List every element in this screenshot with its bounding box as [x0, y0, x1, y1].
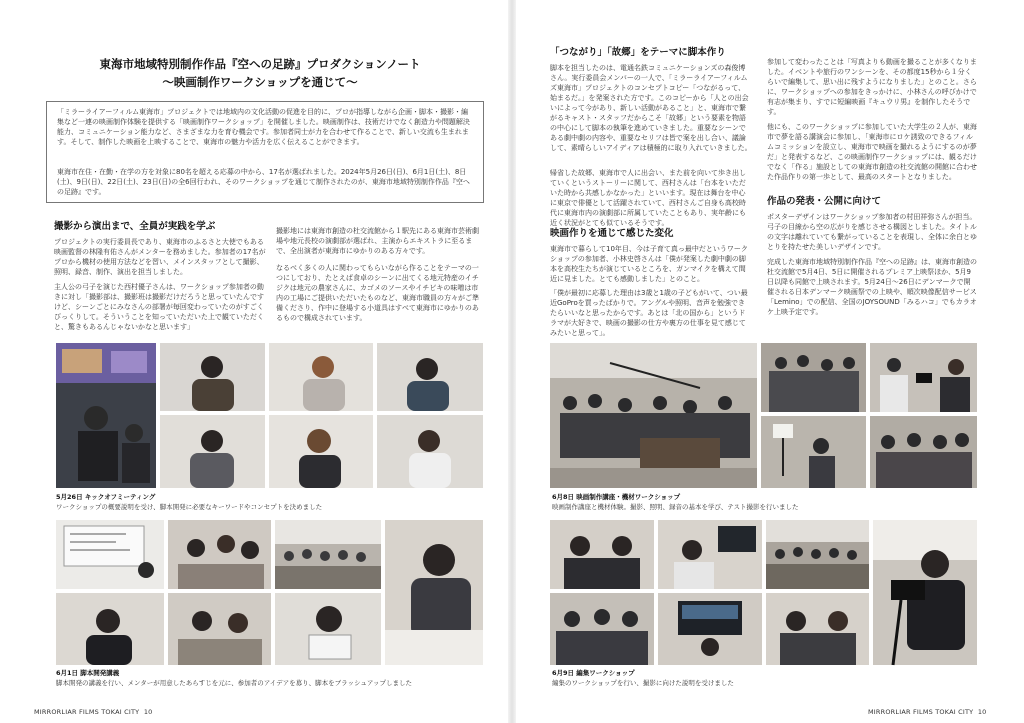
- photo-editing-classroom: [766, 520, 869, 589]
- caption-editing-desc: 編集のワークショップを行い、撮影に向けた説明を受けました: [552, 679, 734, 687]
- photo-editing-3: [550, 593, 654, 665]
- photo-camera-practice-1: [761, 343, 866, 412]
- photo-kickoff-overview: [56, 343, 156, 488]
- page-number-left: 10: [143, 708, 153, 716]
- photo-participant-5: [269, 415, 373, 488]
- section-heading-release: 作品の発表・公開に向けて: [767, 196, 882, 207]
- photo-whiteboard: [56, 520, 164, 589]
- intro-text-2: 東海市在住・在勤・在学の方を対象に80名を超える応募の中から、17名が選ばれました。2024年5月26日(日)、6月1日(土)、8日(土)、9日(日)、22日(土)、23日(日)の全6回行われ、そのワークショップを通じて制作されたのが、東海市地域特別制作作品『空への足跡』です。: [57, 168, 470, 196]
- intro-box: [46, 101, 484, 203]
- caption-script-date: 6月1日 脚本開発講義: [56, 669, 120, 677]
- page-number-right: 10: [977, 708, 987, 716]
- intro-text: 「ミラーライアーフィルム東海市」プロジェクトでは地域内の文化活動の促進を目的に、プロが指導しながら企画・脚本・撮影・編集など一連の映画制作体験を提供する「映画制作ワークショップ」を開催しました。映画制作は、技術だけでなく創造力や問題解決能力、コミュニケーション能力など、さまざまな力を育む機会です。参加者同士が力を合わせて作ることで、新しい交流も生まれます。そして、制作した映画を上映することで、東海市の魅力や活力を広く伝えることができます。: [57, 108, 470, 146]
- s3-paragraph-3: 参加して変わったことは「写真よりも動画を撮ることが多くなりました。イベントや旅行のワンシーンを、その都度15秒から１分くらいで編集して、思い出に残すようになりました」とのこと。さらに、ワークショップへの参加をきっかけに、小林さんの呼びかけで有志が集まり、すでに短編映画『キュウリ男』を制作したそうです。: [767, 58, 977, 116]
- caption-kickoff-desc: ワークショップの概要説明を受け、脚本開発に必要なキーワードやコンセプトを決めました: [56, 503, 323, 511]
- col1-paragraph-1: プロジェクトの実行委員長であり、東海市のふるさと大使でもある映画監督の林隆有佑さんがメンターを務めました。参加者の17名がプロから機材の使用方法などを習い、メインスタッフとして撮影、照明、録音、制作、演出を担当しました。: [54, 238, 266, 276]
- col1-paragraph-2: 主人公の弓子を演じた西村優子さんは、ワークショップ参加者の動きに対し「撮影部は、撮影班は撮影だけだろうと思っていたんですけど、シーンごとにみなさんの部署が毎回変わっていたのがすごくびっくりして。そういうことを知っていただいた上で観ていただくと、驚きもあるんじゃないかなと思います」: [54, 283, 264, 331]
- photo-classroom: [275, 520, 381, 589]
- caption-equipment-date: 6月8日 映画制作講座・機材ワークショップ: [552, 493, 681, 501]
- s3-paragraph-4: 他にも、このワークショップに参加していた大学生の２人が、東海市で夢を語る講演会に参加し、「東海市にロケ誘致のできるフィルムコミッションを設立し、東海市で映画を撮れるようにするのが夢だ」と発表するなど、この映画制作ワークショップには、観るだけでなく「作る」施設としての東海市創造の杜交流館の開館に合わせた作品作りの第一歩として、最高のスタートとなりました。: [767, 123, 977, 181]
- photo-group-discussion-1: [168, 520, 271, 589]
- photo-sound-practice: [870, 416, 977, 488]
- caption-equipment-desc: 映画制作講座と機材体験。撮影、照明、録音の基本を学び、テスト撮影を行いました: [552, 503, 799, 511]
- photo-participant-6: [377, 415, 483, 488]
- photo-cameraman: [873, 520, 977, 665]
- photo-camera-practice-2: [870, 343, 977, 412]
- photo-reading-script: [275, 593, 381, 665]
- photo-lighting-practice: [761, 416, 866, 488]
- caption-kickoff-date: 5月26日 キックオフミーティング: [56, 493, 156, 501]
- photo-editing-monitor: [658, 593, 762, 665]
- caption-editing-date: 6月9日 編集ワークショップ: [552, 669, 635, 677]
- s2-paragraph-1: 脚本を担当したのは、電通名鉄コミュニケーションズの森俊博さん。実行委員会メンバーの一人で、「ミラーライアーフィルムズ東海市」プロジェクトのコンセプトコピー「つながるって、始まるだ。」を発案された方です。このコピーから「人との出会いによって今があり、新しい活動があること」と、東海市で繋がるキャスト・スタッフだからこそ「故郷」という要素を物語の中心にして脚本の執筆を進めていきました。重要なシーンである劇中劇の内容や、重要なセリフは皆で案を出し合い、議論して、素晴らしいアイディアは積極的に取り入れていきました。: [550, 64, 752, 152]
- section-heading-change: 映画作りを通じて感じた変化: [550, 228, 674, 239]
- s2-paragraph-2: 帰省した故郷、東海市で人に出会い、また前を向いて歩き出していくというストーリーに関して、西村さんは「台本をいただいた時から共感しかなかった」といいます。現在は舞台を中心に東京で俳優として活躍されていて、西村さんご自身も高校時代に東海市内の演劇部に所属していたこともあり、実年齢にも近く状況がとても似ているそうです。: [550, 169, 746, 227]
- photo-participant-2: [269, 343, 373, 411]
- photo-equipment-workshop: [550, 343, 757, 488]
- s3-paragraph-1: 東海市で暮らして10年目、今は子育て真っ最中だというワークショップの参加者、小林史啓さんは「僕が発案した劇中劇の脚本を高校生たちが演じているところを、ガンマイクを構えて間近に見ました。とても感動しました」とのこと。: [550, 245, 748, 283]
- right-page: [512, 0, 1024, 723]
- col2-paragraph-1: 撮影地には東海市創造の杜交流館から１駅先にある東海市芸術劇場や地元長校の演劇部が選ばれ、主演からエキストラに至るまで、全出演者が東海市にゆかりのある方々です。: [276, 227, 479, 255]
- article-title: 東海市地域特別制作作品『空への足跡』プロダクションノート: [99, 57, 421, 71]
- photo-editing-1: [550, 520, 654, 589]
- section-heading-shooting: 撮影から演出まで、全員が実践を学ぶ: [54, 221, 216, 232]
- photo-editing-4: [766, 593, 869, 665]
- s4-paragraph-2: 完成した東海市地域特別制作作品『空への足跡』は、東海市創造の杜交流館で5月4日、5日に開催されるプレミア上映祭ほか、5月9日以降も同館で上映されます。5月24日〜26日にデンマークで開催される日本デンマーク映画祭での上映や、順次映像配信サービス「Lemino」での配信、全国のJOYSOUND「みるハコ」でもカラオケ上映予定です。: [767, 258, 977, 316]
- s3-paragraph-2: 「僕が最初に応募した理由は3歳と1歳の子どもがいて、つい最近GoProを買ったばかりで。アングルや照明、音声を勉強できたらいいなと思ったからです。あとは「北の国から」というドラマが大好きで、映画の撮影の仕方や裏方の仕事を見て感じてみたいと思って」。: [550, 289, 748, 337]
- photo-participant-writing: [385, 520, 483, 665]
- col2-paragraph-2: なるべく多くの人に関わってもらいながら作ることをテーマの一つにしており、たとえば食卓のシーンに出てくる地元特産のイチジクは地元の農家さんに、カゴメのソースやイチビキの味噌は市内の工場にご提供いただいたものなど、東海市職員の方々がご準備くださり、作中に登場する小道具はすべて東海市にゆかりのあるもので構成されています。: [276, 264, 479, 322]
- section-heading-script: 「つながり」「故郷」をテーマに脚本作り: [550, 47, 726, 58]
- caption-script-desc: 脚本開発の講義を行い、メンターが用意したあらすじを元に、参加者のアイデアを募り、脚本をブラッシュアップしました: [56, 679, 412, 687]
- photo-group-discussion-2: [168, 593, 271, 665]
- footer-brand-right: MIRRORLIAR FILMS TOKAI CITY 10: [868, 708, 987, 716]
- photo-participant-notes: [56, 593, 164, 665]
- article-subtitle: 〜映画制作ワークショップを通じて〜: [162, 75, 358, 89]
- photo-participant-3: [377, 343, 483, 411]
- photo-editing-2: [658, 520, 762, 589]
- footer-brand-left: MIRRORLIAR FILMS TOKAI CITY 10: [34, 708, 153, 716]
- s4-paragraph-1: ポスターデザインはワークショップ参加者の村田祥弥さんが担当。弓子の目線から空の広がりを感じさせる構図としました。タイトルの文字は離れていても繋がっていることを表現し、全体に余白とゆとりを持たせた美しいデザインです。: [767, 213, 977, 251]
- photo-participant-1: [160, 343, 265, 411]
- photo-participant-4: [160, 415, 265, 488]
